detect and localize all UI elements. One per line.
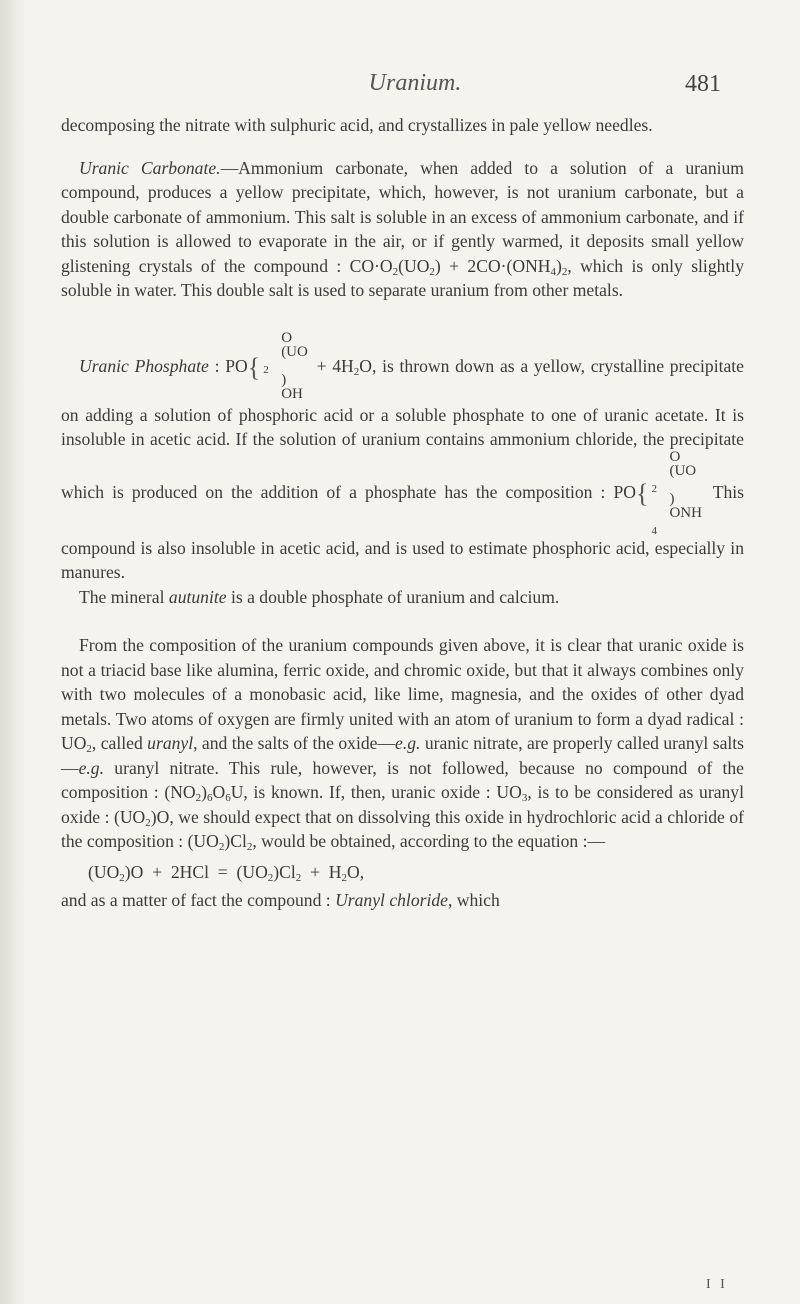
term-uranyl-chloride: Uranyl chloride [335,890,448,910]
paragraph-uranyl-radical: From the composition of the uranium compounds given above, it is clear that uranic oxide is not a triacid base like alumina, ferric oxide, and chromic oxide, but that it always combines only with two molecules of a monobasic acid, like lime, magnesia, and the oxides of other dyad metals. Two atoms of oxygen are firmly united with an atom of uranium to form a dyad radical : $UO_2$, called uranyl, and the salts of the oxide—e.g. uranic nitrate, are properly called uranyl salts—e.g. uranyl nitrate. This rule, however, is not followed, because no compound of the composition : $(NO_2)_6O_6U$, is known. If, then, uranic oxide : $UO_3$, is to be considered as uranyl oxide : $(UO_2)O$, we should expect that on dissolving this oxide in hydrochloric acid a chloride of the composition : $(UO_2)Cl_2$, would be obtained, according to the equation :— [61,635,745,853]
paragraph-nitrate-end: decomposing the nitrate with sulphuric acid, and crystallizes in pale yellow needles. [61,115,653,135]
term-uranyl: uranyl [147,733,194,753]
chemical-equation: $(UO_2)O + 2HCl = (UO_2)Cl_2 + H_2O$, [88,861,365,884]
paragraph-uranic-phosphate: Uranic Phosphate : PO{ O (UO $_2$ ) OH + $4H_2O$, is thrown down as a yellow, crystalline precipitate on adding a solution of phosphoric acid or a soluble phosphate to one of uranic acetate. It is insoluble in acetic acid. If the solution of uranium contains ammonium chloride, the precipitate which is produced on the addition of a phosphate has the composition : PO{ O (UO $_2$ ) ONH $_4$ This compound is also insoluble in acetic acid, and is used to estimate phosphoric acid, especially in manures. [61,329,744,582]
page-number: 481 [685,71,721,97]
section-title-uranic-phosphate: Uranic Phosphate [79,355,209,376]
section-title-uranic-carbonate: Uranic Carbonate. [79,157,221,178]
term-autunite: autunite [168,586,227,607]
paragraph-uranyl-chloride: and as a matter of fact the compound : Uranyl chloride, which [61,890,500,910]
page-header [0,70,800,110]
signature-mark: I I [706,1277,728,1292]
paragraph-autunite: The mineral autunite is a double phosphate of uranium and calcium. [79,586,560,607]
formula-fraction: O (UO $_2$ ) OH [263,329,308,402]
body-text [61,113,744,913]
paragraph-uranic-carbonate: Uranic Carbonate.—Ammonium carbonate, when added to a solution of a uranium compound, produces a yellow precipitate, which, however, is not uranium carbonate, but a double carbonate of ammonium. This salt is soluble in an excess of ammonium carbonate, and if this solution is allowed to evaporate in the air, or if gently warmed, it deposits small yellow glistening crystals of the compound : $CO\cdot O_2(UO_2) + 2CO\cdot(ONH_4)_2$, which is only slightly soluble in water. This double salt is used to separate uranium from other metals. [61,157,744,300]
running-title: Uranium. [368,70,462,96]
binding-shadow [0,0,26,1304]
formula-fraction-ammonium: O (UO $_2$ ) ONH $_4$ [651,448,702,537]
